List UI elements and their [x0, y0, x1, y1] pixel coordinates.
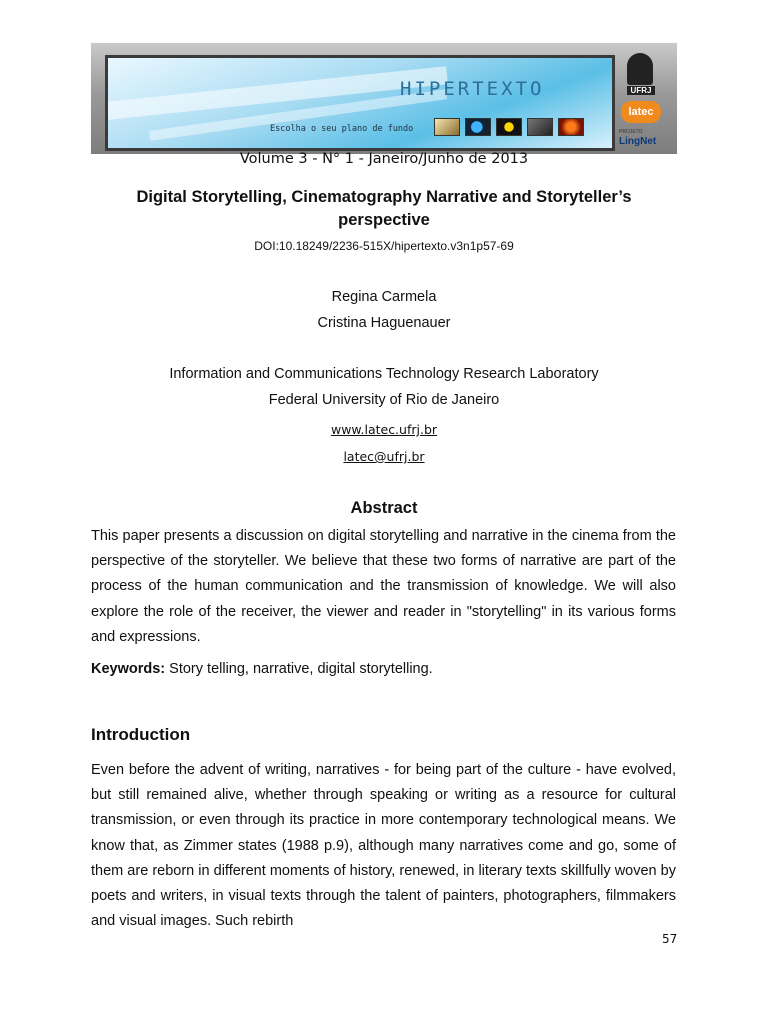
- ufrj-logo: UFRJ: [627, 53, 655, 99]
- email-link-row: [0, 449, 768, 464]
- background-prompt: Escolha o seu plano de fundo: [270, 124, 414, 134]
- abstract-paragraph: This paper presents a discussion on digital storytelling and narrative in the cinema from the perspective of the storyteller. We believe that these two forms of narrative are part of the process of the human communication and the transmission of knowledge. We will also explore the role of the receiver, the viewer and reader in "storytelling" in its various forms and expressions.: [91, 528, 676, 645]
- background-thumbnail[interactable]: [558, 118, 584, 136]
- website-link[interactable]: www.latec.ufrj.br: [330, 422, 438, 437]
- doi: DOI:10.18249/2236-515X/hipertexto.v3n1p57-69: [254, 239, 514, 253]
- background-thumbnail[interactable]: [465, 118, 491, 136]
- affiliation-line: Federal University of Rio de Janeiro: [268, 392, 500, 408]
- introduction-paragraph: Even before the advent of writing, narratives - for being part of the culture - have evolved, but still remained alive, whether through speaking or writing as a resource for cultural transmission, or even through its practice in more contemporary technological means. We know that, as Zimmer states (1988 p.9), although many narratives come and go, some of them are reborn in different moments of history, renewed, in literary texts skillfully woven by poets and writers, in visual texts through the talent of painters, photographers, filmmakers and visual images. Such rebirth: [91, 762, 676, 930]
- helmet-icon: [627, 53, 653, 85]
- email-link[interactable]: latec@ufrj.br: [343, 449, 425, 464]
- volume-line: Volume 3 - N° 1 - Janeiro/Junho de 2013: [239, 151, 529, 167]
- background-thumbnails: [434, 118, 584, 136]
- latec-logo: latec: [621, 101, 661, 123]
- background-thumbnail[interactable]: [496, 118, 522, 136]
- abstract-heading: Abstract: [350, 499, 418, 517]
- background-thumbnail[interactable]: [434, 118, 460, 136]
- journal-name: HIPERTEXTO: [400, 78, 545, 100]
- banner-screen: [105, 55, 615, 151]
- background-thumbnail[interactable]: [527, 118, 553, 136]
- introduction-heading: Introduction: [91, 725, 191, 744]
- keywords-line: [91, 661, 433, 677]
- author-name: Cristina Haguenauer: [317, 315, 451, 331]
- journal-banner: [91, 43, 677, 154]
- author-name: Regina Carmela: [331, 289, 437, 305]
- keywords-label: Keywords:: [91, 661, 166, 677]
- keywords-text: Story telling, narrative, digital storytelling.: [165, 661, 433, 677]
- affiliation-line: Information and Communications Technology Research Laboratory: [169, 366, 599, 382]
- lingnet-logo: PROJETO LingNet: [619, 129, 657, 147]
- website-link-row: [0, 422, 768, 437]
- page-number: 57: [662, 932, 678, 946]
- paper-title: Digital Storytelling, Cinematography Narrative and Storyteller’s perspective: [136, 188, 632, 229]
